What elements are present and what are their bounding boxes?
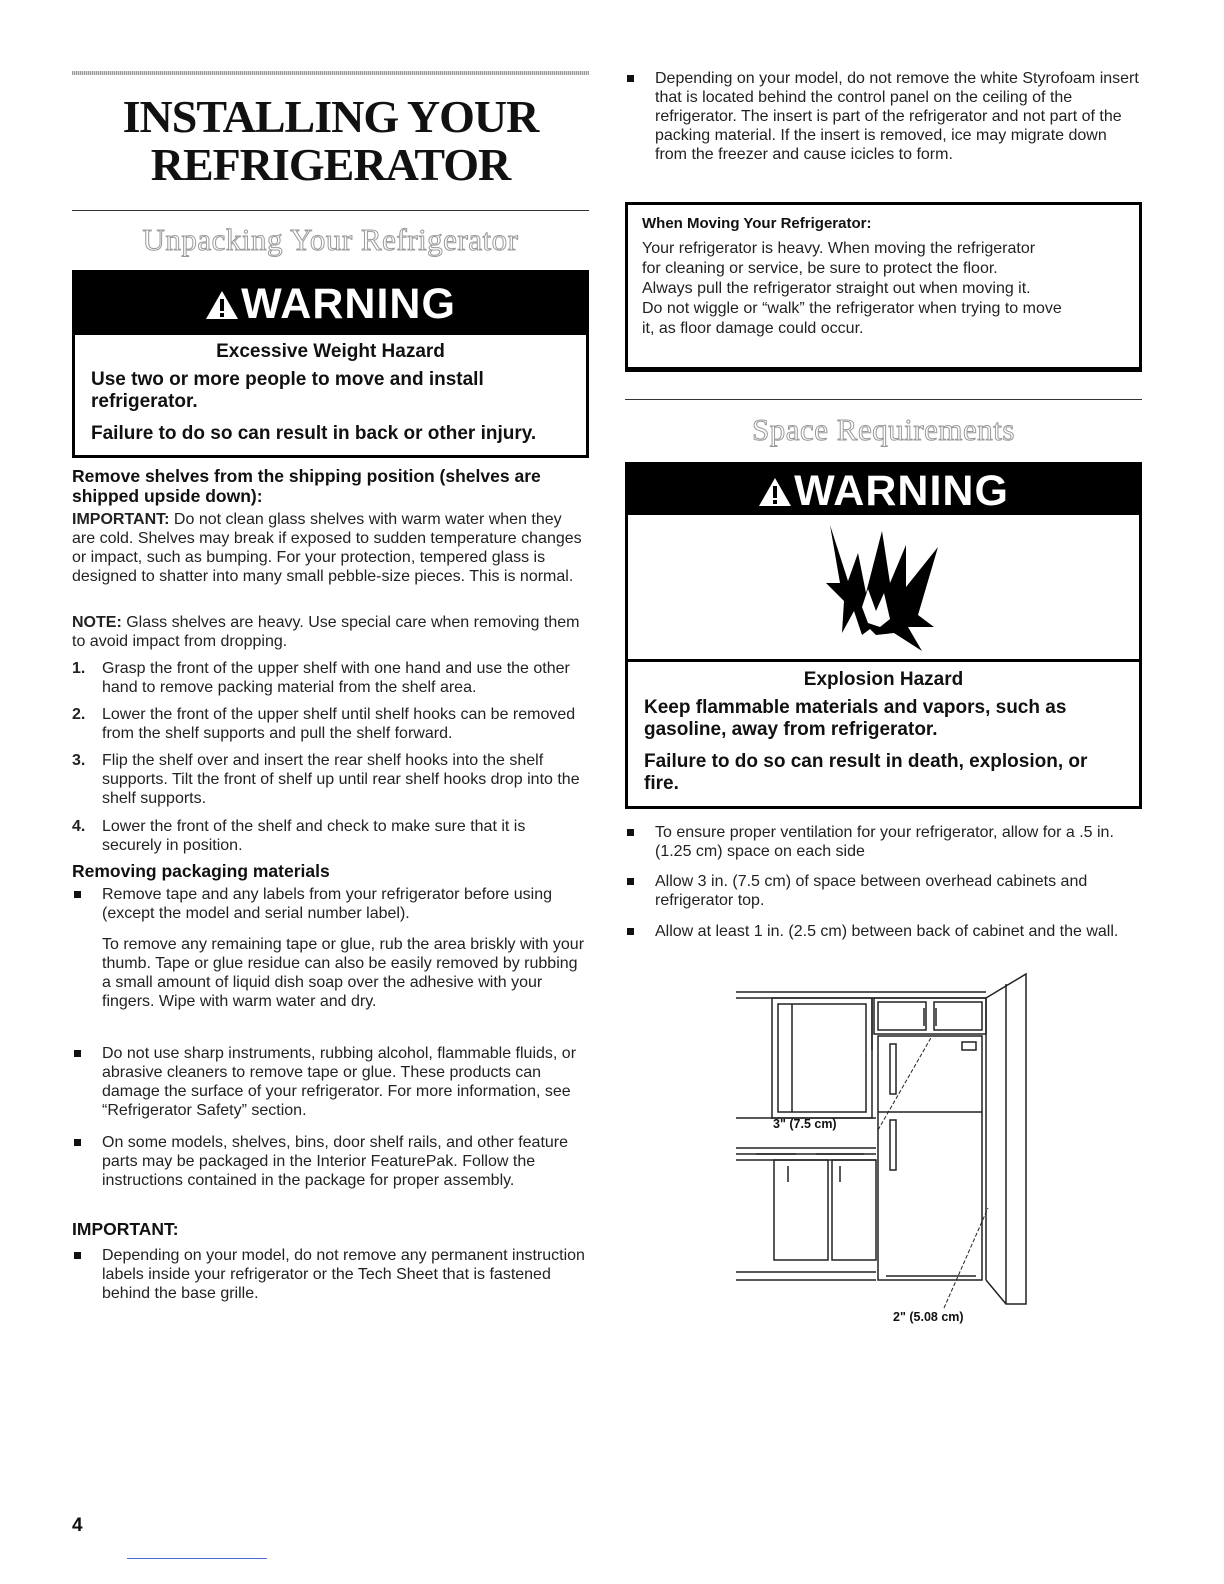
warning-instruction: Use two or more people to move and install refrigerator. (91, 369, 484, 412)
moving-line: Your refrigerator is heavy. When moving the refrigerator (642, 240, 1036, 257)
list-item: 4. Lower the front of the shelf and check to make sure that it is securely in position. (72, 818, 526, 854)
bullet-icon (627, 75, 634, 82)
warning-triangle-icon (205, 290, 239, 320)
list-item: On some models, shelves, bins, door shelf rails, and other feature parts may be packaged in the Interior FeaturePak. Follow the instructions contained in the package for proper assembly. (72, 1133, 587, 1190)
page-number: 4 (72, 1515, 83, 1536)
note-label: NOTE: (72, 614, 122, 631)
list-item: Allow 3 in. (7.5 cm) of space between overhead cabinets and refrigerator top. (625, 872, 1140, 910)
top-clearance-label: 3" (7.5 cm) (773, 1117, 837, 1131)
unpacking-section-title: Unpacking Your Refrigerator (142, 222, 519, 257)
bullet-icon (74, 1139, 81, 1146)
list-item: Allow at least 1 in. (2.5 cm) between back of cabinet and the wall. (625, 922, 1140, 941)
warning-banner (75, 273, 586, 335)
back-clearance-label: 2" (5.08 cm) (893, 1310, 964, 1324)
list-item: Depending on your model, do not remove any permanent instruction labels inside your refrigerator or the Tech Sheet that is fastened behind the base grille. (72, 1246, 587, 1303)
page-title-line-2: REFRIGERATOR (150, 139, 511, 190)
hazard-name: Excessive Weight Hazard (216, 341, 445, 362)
bullet-icon (74, 1252, 81, 1259)
warning-consequence: Failure to do so can result in death, explosion, or fire. (644, 751, 1088, 794)
list-item: 3. Flip the shelf over and insert the rear shelf hooks into the shelf supports. Tilt the front of shelf up until rear shelf hooks drop into the shelf supports. (72, 752, 580, 807)
hazard-name: Explosion Hazard (803, 669, 964, 690)
weight-warning-box (72, 270, 589, 458)
explosion-warning-box (625, 462, 1142, 809)
warning-banner (628, 465, 1139, 515)
moving-line: Always pull the refrigerator straight out when moving it. (642, 280, 1031, 297)
important-text: Do not clean glass shelves with warm water when they are cold. Shelves may break if exposed to sudden temperature changes or impact, such as bumping. For your protection, tempered glass is designed to shatter into many small pebble-size pieces. This is normal. (72, 511, 582, 585)
packaging-heading: Removing packaging materials (72, 861, 330, 881)
moving-line: Do not wiggle or “walk” the refrigerator when trying to move (642, 300, 1062, 317)
bullet-icon (74, 1050, 81, 1057)
shelves-heading: Remove shelves from the shipping position (shelves are shipped upside down): (72, 466, 541, 506)
list-item: Remove tape and any labels from your refrigerator before using (except the model and serial number label). (72, 885, 587, 923)
explosion-icon (810, 523, 950, 655)
bullet-icon (627, 829, 634, 836)
bullet-icon (627, 878, 634, 885)
space-section-title: Space Requirements (752, 412, 1015, 447)
warning-triangle-icon (758, 477, 792, 507)
bullet-icon (74, 891, 81, 898)
important2-heading: IMPORTANT: (72, 1219, 179, 1239)
warning-instruction: Keep flammable materials and vapors, such as gasoline, away from refrigerator. (644, 697, 1067, 740)
important-label: IMPORTANT: (72, 511, 170, 528)
bullet-icon (627, 928, 634, 935)
warning-label: WARNING (241, 280, 456, 328)
explosion-symbol-panel (628, 515, 1139, 662)
section-divider (625, 399, 1142, 400)
note-paragraph (72, 613, 587, 651)
list-item: To ensure proper ventilation for your refrigerator, allow for a .5 in. (1.25 cm) space on each side (625, 823, 1140, 861)
moving-line: for cleaning or service, be sure to protect the floor. (642, 260, 998, 277)
note-text: Glass shelves are heavy. Use special care when removing them to avoid impact from dropping. (72, 614, 580, 650)
list-item-continuation: To remove any remaining tape or glue, rub the area briskly with your thumb. Tape or glue residue can also be easily removed by rubbing a small amount of liquid dish soap over the adhesive with your fingers. Wipe with warm water and dry. (102, 936, 585, 1010)
warning-consequence: Failure to do so can result in back or other injury. (91, 423, 537, 444)
moving-line: it, as floor damage could occur. (642, 320, 864, 337)
list-item: 2. Lower the front of the upper shelf until shelf hooks can be removed from the shelf supports and pull the shelf forward. (72, 706, 576, 742)
footer-rule (127, 1558, 267, 1559)
moving-info-box (625, 202, 1142, 372)
list-item: Do not use sharp instruments, rubbing alcohol, flammable fluids, or abrasive cleaners to remove tape or glue. These products can damage the surface of your refrigerator. For more information, see “Refrigerator Safety” section. (72, 1044, 587, 1120)
list-item: 1. Grasp the front of the upper shelf with one hand and use the other hand to remove packing material from the shelf area. (72, 660, 570, 696)
list-item: Depending on your model, do not remove the white Styrofoam insert that is located behind the control panel on the ceiling of the refrigerator. The insert is part of the refrigerator and not part of the packing material. If the insert is removed, ice may migrate down from the freezer and cause icicles to form. (625, 69, 1140, 164)
warning-label: WARNING (794, 467, 1009, 515)
page-title (72, 93, 589, 189)
moving-heading: When Moving Your Refrigerator: (642, 215, 872, 232)
title-top-rule (72, 71, 589, 75)
refrigerator-clearance-diagram (736, 970, 1036, 1310)
page-title-line-1: INSTALLING YOUR (122, 91, 539, 142)
important-paragraph (72, 510, 587, 586)
section-divider (72, 210, 589, 211)
